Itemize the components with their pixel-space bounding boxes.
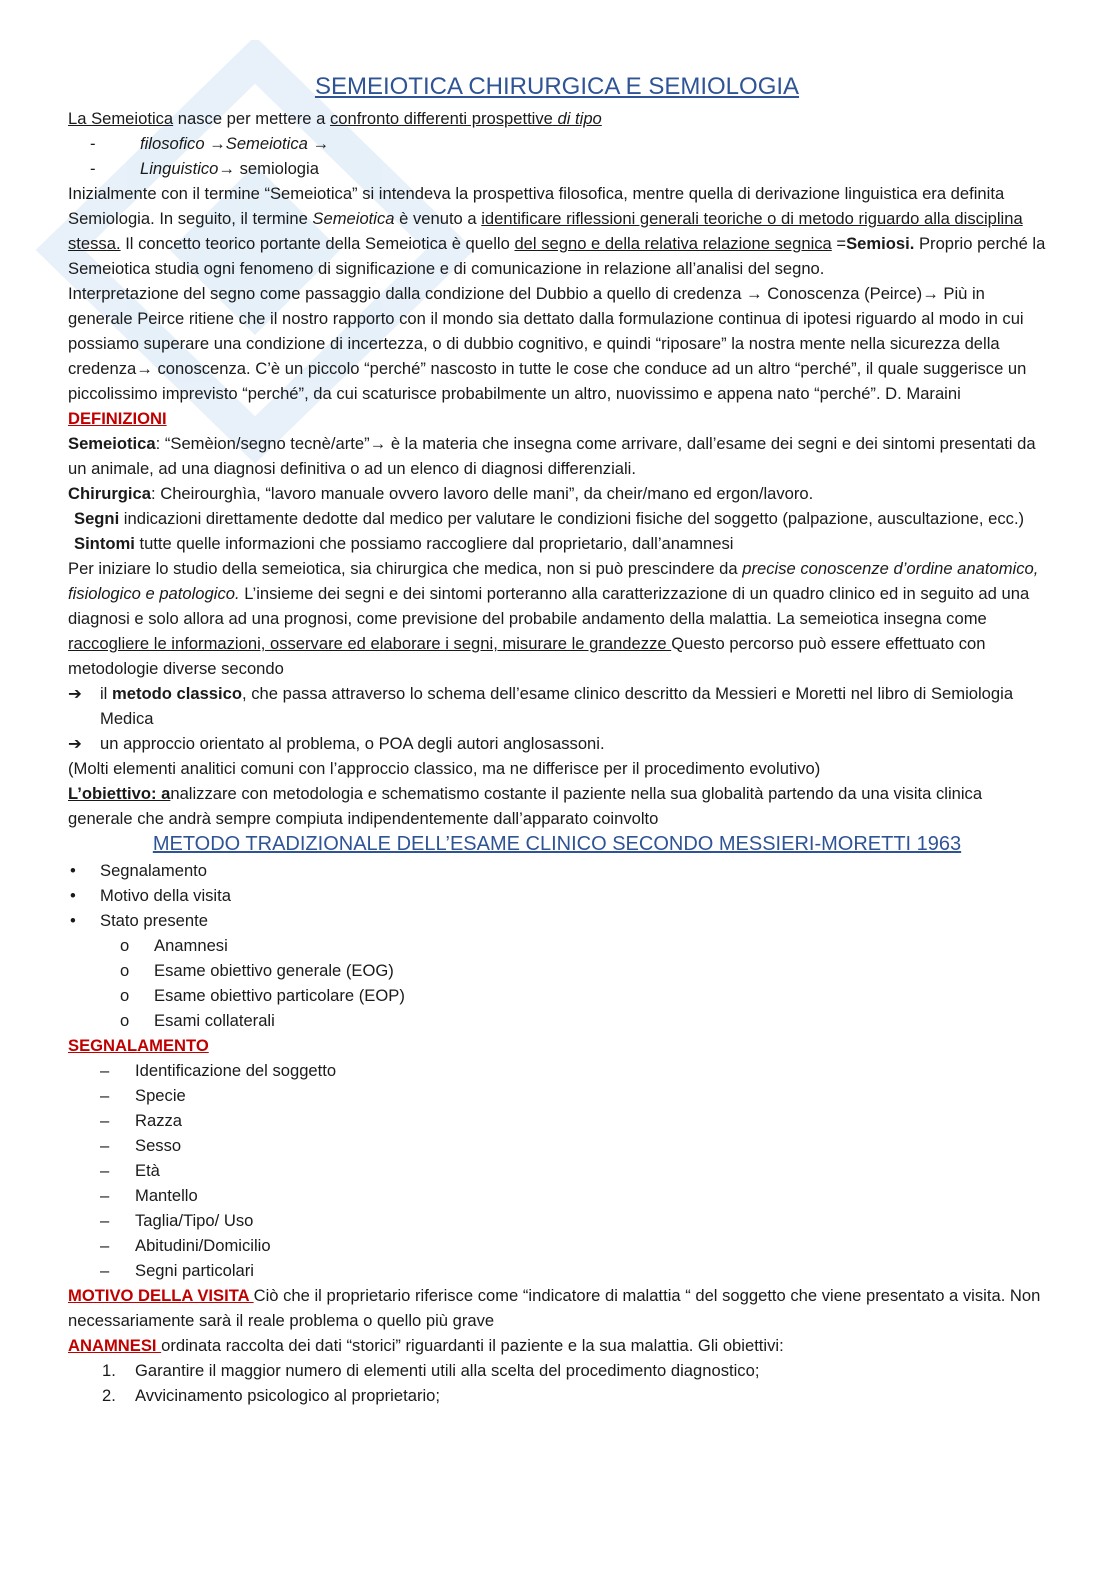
list-item: • Motivo della visita xyxy=(68,883,1046,908)
list-item: – Razza xyxy=(68,1108,1046,1133)
arrow-bullet-icon: ➔ xyxy=(68,684,82,703)
anamnesi-paragraph: ANAMNESI ordinata raccolta dei dati “storici” riguardanti il paziente e la sua malattia. Gli obiettivi: xyxy=(68,1336,784,1355)
method-classico: ➔ il metodo classico, che passa attraverso lo schema dell’esame clinico descritto da Messieri e Moretti nel libro di Semiologia Medica xyxy=(68,681,1046,731)
methods-note: (Molti elementi analitici comuni con l’approccio classico, ma ne differisce per il procedimento evolutivo) xyxy=(68,759,821,778)
list-item: – Identificazione del soggetto xyxy=(68,1058,1046,1083)
list-item: - filosofico →Semeiotica → xyxy=(68,131,1046,156)
definition-semeiotica: Semeiotica: “Semèion/segno tecnè/arte”→ è la materia che insegna come arrivare, dall’esame dei segni e dei sintomi presentati da un animale, ad una diagnosi definitiva o ad un elenco di diagnosi differenziali. xyxy=(68,434,1036,478)
motivo-paragraph: MOTIVO DELLA VISITA Ciò che il proprietario riferisce come “indicatore di malattia “ del soggetto che viene presentato a visita. Non necessariamente sarà il reale problema o quello più grave xyxy=(68,1286,1041,1330)
paragraph-peirce: Interpretazione del segno come passaggio dalla condizione del Dubbio a quello di credenza → Conoscenza (Peirce)→ Più in generale Peirce ritiene che il nostro rapporto con il mondo sia dettato dalla formulazione continua di ipotesi riguardo al modo in cui possiamo superare una condizione di incertezza, o di dubbio cognitivo, e quindi “riposare” la nostra mente nella sicurezza della credenza→ conoscenza. C’è un piccolo “perché” nascosto in tutte le cose che conduce ad un altro “perché”, il quale suggerisce un piccolissimo imprevisto “perché”, da cui scaturisce probabilmente un altro, nuovissimo e appena nato “perché”. D. Maraini xyxy=(68,284,1027,403)
arrow-right-icon: → xyxy=(369,434,387,453)
list-item: o Esame obiettivo particolare (EOP) xyxy=(68,983,1046,1008)
list-item: - Linguistico→ semiologia xyxy=(68,156,1046,181)
intro-list xyxy=(68,131,1046,181)
arrow-right-icon: → xyxy=(746,284,763,303)
section-title: METODO TRADIZIONALE DELL’ESAME CLINICO SECONDO MESSIERI-MORETTI 1963 xyxy=(152,833,962,855)
arrow-right-icon: → xyxy=(209,134,226,153)
definition-segni: Segni indicazioni direttamente dedotte dal medico per valutare le condizioni fisiche del soggetto (palpazione, auscultazione, ecc.) xyxy=(74,509,1025,528)
list-item: – Mantello xyxy=(68,1183,1046,1208)
arrow-right-icon: → xyxy=(136,359,153,378)
paragraph-semeiotica: Inizialmente con il termine “Semeiotica” si intendeva la prospettiva filosofica, mentre quella di derivazione linguistica era definita Semiologia. In seguito, il termine Semeiotica è venuto a identificare riflessioni generali teoriche o di metodo riguardo alla disciplina stessa. Il concetto teorico portante della Semeiotica è quello del segno e della relativa relazione segnica =Semiosi. Proprio perché la Semeiotica studia ogni fenomeno di significazione e di comunicazione in relazione all’analisi del segno. xyxy=(68,184,1046,278)
arrow-bullet-icon: ➔ xyxy=(68,734,82,753)
list-item: – Età xyxy=(68,1158,1046,1183)
arrow-right-icon: → xyxy=(922,284,939,303)
heading-definizioni: DEFINIZIONI xyxy=(68,409,167,428)
method-poa: ➔ un approccio orientato al problema, o POA degli autori anglosassoni. xyxy=(68,731,1046,756)
list-item: • Segnalamento xyxy=(68,858,1046,883)
list-item: o Esami collaterali xyxy=(68,1008,1046,1033)
list-item: – Specie xyxy=(68,1083,1046,1108)
arrow-right-icon: → xyxy=(218,159,236,178)
paragraph-studio: Per iniziare lo studio della semeiotica, sia chirurgica che medica, non si può prescindere da precise conoscenze d’ordine anatomico, fisiologico e patologico. L’insieme dei segni e dei sintomi porteranno alla caratterizzazione di un quadro clinico ed in seguito ad una diagnosi e solo allora ad una prognosi, come previsione del probabile andamento della malattia. La semeiotica insegna come raccogliere le informazioni, osservare ed elaborare i segni, misurare le grandezze Questo percorso può essere effettuato con metodologie diverse secondo xyxy=(68,559,1039,678)
heading-segnalamento: SEGNALAMENTO xyxy=(68,1036,209,1055)
list-item: o Esame obiettivo generale (EOG) xyxy=(68,958,1046,983)
list-item: • Stato presente xyxy=(68,908,1046,933)
list-item: – Segni particolari xyxy=(68,1258,1046,1283)
intro-line: La Semeiotica nasce per mettere a confronto differenti prospettive di tipo xyxy=(68,109,602,128)
list-item: o Anamnesi xyxy=(68,933,1046,958)
objective-paragraph: L’obiettivo: analizzare con metodologia e schematismo costante il paziente nella sua globalità partendo da una visita clinica generale che andrà sempre compiuta indipendentemente dall’apparato coinvolto xyxy=(68,784,983,828)
list-item: 2. Avvicinamento psicologico al proprietario; xyxy=(102,1386,440,1405)
definition-sintomi: Sintomi tutte quelle informazioni che possiamo raccogliere dal proprietario, dall’anamnesi xyxy=(74,534,734,553)
page-title: SEMEIOTICA CHIRURGICA E SEMIOLOGIA xyxy=(314,73,800,100)
list-item: – Taglia/Tipo/ Uso xyxy=(68,1208,1046,1233)
definition-chirurgica: Chirurgica: Cheirourghìa, “lavoro manuale ovvero lavoro delle mani”, da cheir/mano ed ergon/lavoro. xyxy=(68,484,814,503)
steps-list xyxy=(68,858,1046,933)
list-item: 1. Garantire il maggior numero di elementi utili alla scelta del procedimento diagnostico; xyxy=(102,1361,760,1380)
segnalamento-list xyxy=(68,1058,1046,1283)
list-item: – Abitudini/Domicilio xyxy=(68,1233,1046,1258)
list-item: – Sesso xyxy=(68,1133,1046,1158)
arrow-right-icon: → xyxy=(312,134,330,153)
anamnesi-list xyxy=(68,1358,1046,1408)
substeps-list xyxy=(68,933,1046,1033)
